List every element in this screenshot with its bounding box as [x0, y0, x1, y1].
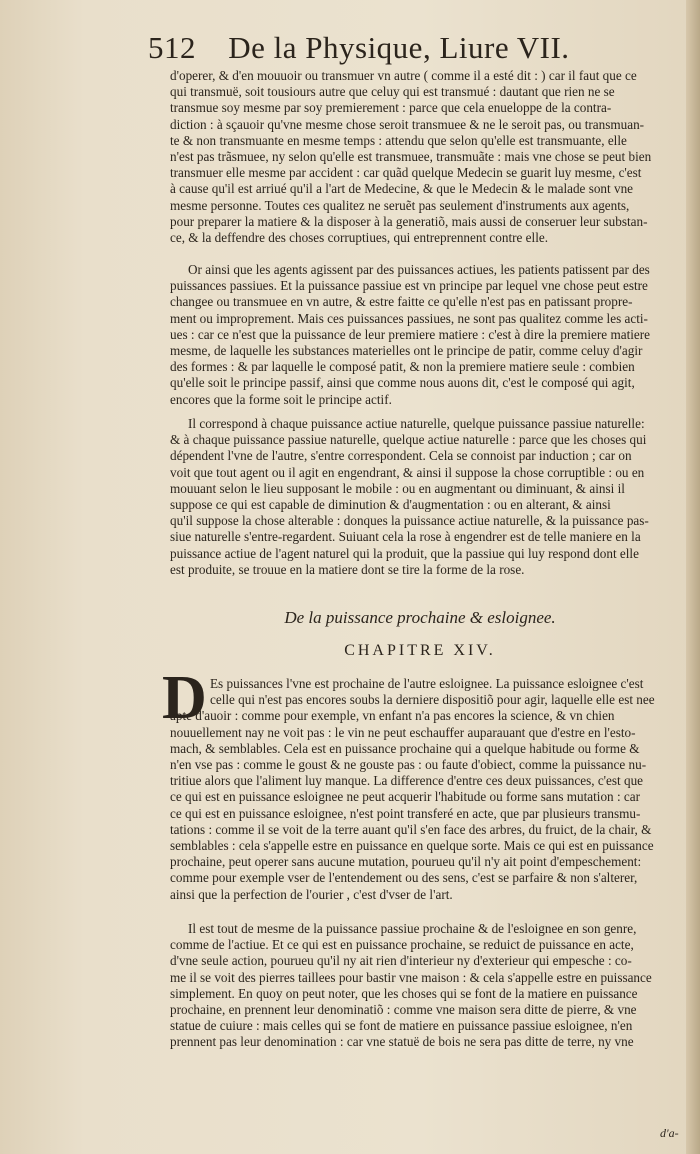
running-title: De la Physique, Liure VII.: [228, 30, 570, 65]
text-line: semblables : cela s'appelle estre en puissance en quelque sorte. Mais ce qui est en puissance: [170, 838, 654, 854]
text-line: ues : car ce n'est que la puissance de leur premiere matiere : c'est à dire la premiere matiere: [170, 326, 650, 342]
chapter-heading: CHAPITRE XIV.: [344, 642, 496, 659]
text-line: Il correspond à chaque puissance actiue naturelle, quelque puissance passiue naturelle:: [188, 416, 645, 431]
catchword: d'a-: [660, 1126, 679, 1140]
text-line: transmue soy mesme par soy premierement : parce que cela enueloppe de la contra-: [170, 100, 612, 116]
text-line: mesme personne. Toutes ces qualitez ne seruẽt pas seulement d'instruments aux agents,: [170, 197, 630, 213]
text-line: des formes : & par laquelle le composé patit, & non la premiere matiere seule : combien: [170, 359, 635, 375]
text-line: mach, & semblables. Cela est en puissance prochaine qui a quelque habitude ou forme &: [170, 740, 640, 756]
text-line: tations : comme il se voit de la terre auant qu'il s'en face des arbres, du fruict, de la chair, &: [170, 821, 652, 837]
text-line: celle qui n'est pas encores soubs la derniere dispositiõ pour agir, laquelle elle est nee: [210, 692, 655, 708]
text-line: comme pour exemple vser de l'entendement ou des sens, c'est se parfaire & non s'alterer,: [170, 870, 638, 886]
text-line: à cause qu'il est arriué qu'il a l'art de Medecine, & que le Medecin & le malade sont vne: [170, 181, 634, 197]
text-line: simplement. En quoy on peut noter, que les choses qui se font de la matiere en puissance: [170, 985, 638, 1001]
text-line: ce qui est en puissance esloignee ne peut acquerir l'habitude ou forme sans mutation : car: [170, 789, 641, 805]
text-line: te & non transmuante en mesme temps : attendu que selon qu'elle est transmuante, elle: [170, 132, 627, 148]
text-line: pour preparer la matiere & la disposer à la generatiõ, mais aussi de conseruer leur substan-: [170, 213, 648, 229]
text-line: Or ainsi que les agents agissent par des puissances actiues, les patients patissent par des: [188, 262, 650, 277]
text-line: transmuer elle mesme par accident : car quãd quelque Medecin se guarit luy mesme, c'est: [170, 165, 642, 181]
page-number: 512: [148, 30, 196, 65]
paragraph-1: [170, 68, 690, 246]
running-header: [148, 30, 688, 70]
text-line: Il est tout de mesme de la puissance passiue prochaine & de l'esloignee en son genre,: [188, 921, 637, 936]
text-line: prochaine, peut operer sans aucune mutation, pourueu qu'il n'y ait point d'empeschement:: [170, 854, 642, 870]
text-line: d'vne seule action, pourueu qu'il ny ait rien d'interieur ny d'exterieur qui empesche : co-: [170, 953, 632, 969]
text-line: ment ou improprement. Mais ces puissances passiues, ne sont pas qualitez comme les acti-: [170, 310, 648, 326]
text-line: apte d'auoir : comme pour exemple, vn enfant n'a pas encores la science, & vn chien: [170, 708, 615, 724]
text-line: siue naturelle s'entre-regardent. Suiuant cela la rose à engendrer est de telle maniere en la: [170, 529, 641, 545]
text-line: prochaine, en prennent leur denominatiõ : comme vne maison sera ditte de pierre, & vne: [170, 1002, 637, 1018]
text-line: comme de l'actiue. Et ce qui est en puissance prochaine, se reduict de puissance en acte,: [170, 937, 634, 953]
paragraph-2: [170, 262, 690, 408]
text-line: prennent pas leur denomination : car vne statuë de bois ne sera pas ditte de terre, ny vne: [170, 1034, 634, 1050]
text-line: puissances passiues. Et la puissance passiue est vn principe par lequel vne chose peut estre: [170, 278, 648, 294]
text-line: encores que la forme soit le principe actif.: [170, 391, 392, 407]
text-line: voit que tout agent ou il agit en engendrant, & ainsi il suppose la chose corruptible : ou en: [170, 464, 645, 480]
section-subtitle: De la puissance prochaine & esloignee.: [284, 608, 556, 627]
text-line: diction : à sçauoir qu'vne mesme chose seroit transmuee & ne le seroit pas, ou transmuan-: [170, 116, 645, 132]
text-line: suppose ce qui est capable de diminution & d'augmentation : ou en alterant, & ainsi: [170, 497, 611, 513]
text-line: d'operer, & d'en mouuoir ou transmuer vn autre ( comme il a esté dit : ) car il faut que ce: [170, 68, 637, 83]
text-line: mouuant selon le lieu supposant le mobile : ou en augmentant ou diminuant, & ainsi il: [170, 480, 625, 496]
text-line: qui transmuë, soit tousiours autre que celuy qui est transmué : dautant que rien ne se: [170, 84, 615, 100]
text-line: est produite, se trouue en la matiere dont se tire la forme de la rose.: [170, 561, 525, 577]
text-line: qu'il suppose la chose alterable : donques la puissance actiue naturelle, & la puissance pas-: [170, 513, 649, 529]
text-line: n'en vse pas : comme le goust & ne gouste pas : ou faute d'obiect, comme la puissance nu-: [170, 757, 647, 773]
text-line: changee ou transmuee en vn autre, & estre faitte ce qu'elle n'est pas en patissant propre-: [170, 294, 633, 310]
text-line: Es puissances l'vne est prochaine de l'autre esloignee. La puissance esloignee c'est: [210, 676, 644, 691]
text-line: qu'elle soit le principe passif, ainsi que comme nous auons dit, c'est le composé qui agit,: [170, 375, 635, 391]
paragraph-3: [170, 416, 690, 578]
text-line: & à chaque puissance passiue naturelle, quelque actiue naturelle : parce que les choses qui: [170, 432, 647, 448]
paragraph-4: [170, 676, 690, 903]
text-line: tritiue alors que l'aliment luy manque. La difference d'entre ces deux puissances, c'est que: [170, 773, 644, 789]
text-line: puissance actiue de l'agent naturel qui la produit, que la passiue qui luy respond dont elle: [170, 545, 639, 561]
text-line: ce qui est en puissance esloignee, n'est point transferé en acte, que par plusieurs transmu-: [170, 805, 641, 821]
paragraph-5: [170, 921, 690, 1051]
text-line: ce, & la deffendre des choses corruptiues, qui entreprennent contre elle.: [170, 230, 549, 246]
text-line: nouuellement nay ne voit pas : le vin ne peut eschauffer auparauant que d'estre en l'esto-: [170, 724, 636, 740]
text-line: ainsi que la perfection de l'ourier , c'est d'vser de l'art.: [170, 886, 453, 902]
text-line: statue de cuiure : mais celles qui se font de matiere en puissance passiue esloignee, n'en: [170, 1018, 633, 1034]
drop-cap: D: [162, 664, 207, 732]
text-line: n'est pas trãsmuee, ny selon qu'elle est transmuee, transmuãte : mais vne chose se peut bien: [170, 149, 652, 165]
text-line: mesme, de laquelle les substances materielles ont le principe de patir, comme celuy d'agir: [170, 343, 643, 359]
text-line: me il se voit des pierres taillees pour bastir vne maison : & cela s'appelle estre en puissance: [170, 969, 652, 985]
text-line: dépendent l'vne de l'autre, s'entre correspondent. Cela se connoist par induction ; car on: [170, 448, 632, 464]
